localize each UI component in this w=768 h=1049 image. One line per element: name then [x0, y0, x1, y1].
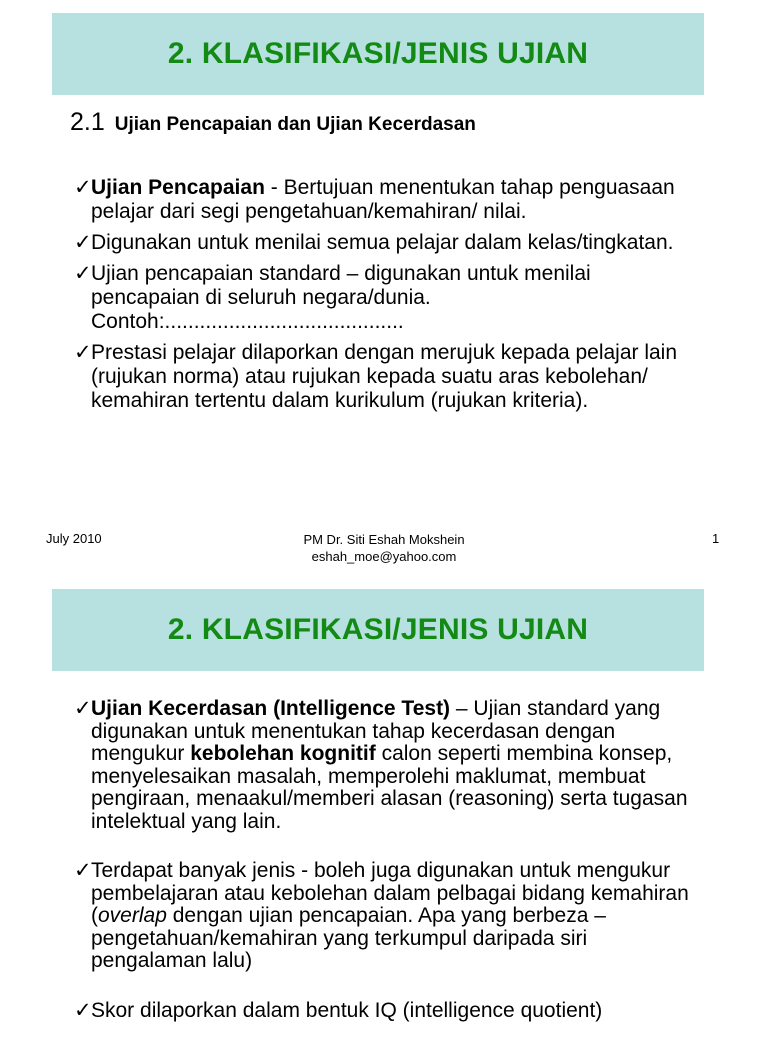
footer-author: PM Dr. Siti Eshah Mokshein: [303, 532, 465, 547]
list-item: [74, 231, 694, 255]
footer-date: July 2010: [46, 531, 102, 546]
bullet-text: - Bertujuan menentukan tahap penguasaan pelajar dari segi pengetahuan/kemahiran/ nilai.: [91, 176, 675, 223]
slide2-title: 2. KLASIFIKASI/JENIS UJIAN: [167, 613, 589, 646]
bullet-text: Terdapat banyak jenis - boleh juga digunakan untuk mengukur pembelajaran atau kebolehan dalam pelbagai bidang kemahiran (: [91, 859, 689, 927]
page-number: 1: [712, 531, 720, 546]
list-item: [74, 176, 694, 224]
list-item: [74, 1000, 704, 1023]
bullet-italic-term: overlap: [98, 904, 167, 927]
checkmark-icon: ✓: [74, 697, 92, 720]
bullet-text: Digunakan untuk menilai semua pelajar dalam kelas/tingkatan.: [91, 231, 674, 254]
list-item: [74, 341, 694, 413]
slide1-bullet-list: [74, 176, 694, 420]
list-item: [74, 860, 704, 973]
bullet-example: Contoh:.........................................: [91, 310, 404, 333]
slide2-title-band: [52, 589, 704, 671]
bullet-text: dengan ujian pencapaian. Apa yang berbeza – pengetahuan/kemahiran yang terkumpul daripada siri pengalaman lalu): [91, 904, 606, 972]
section-title: Ujian Pencapaian dan Ujian Kecerdasan: [114, 114, 476, 135]
slide1-title: 2. KLASIFIKASI/JENIS UJIAN: [167, 37, 589, 70]
bullet-bold-term: Ujian Pencapaian: [91, 176, 265, 199]
bullet-text: Prestasi pelajar dilaporkan dengan merujuk kepada pelajar lain (rujukan norma) atau rujukan kepada suatu aras kebolehan/ kemahiran tertentu dalam kurikulum (rujukan kriteria).: [91, 341, 678, 412]
section-heading: [70, 108, 476, 137]
bullet-text: – Ujian standard yang digunakan untuk menentukan tahap kecerdasan dengan mengukur: [91, 697, 661, 765]
checkmark-icon: ✓: [74, 231, 92, 254]
section-number: 2.1: [70, 108, 105, 136]
slide1-title-band: [52, 13, 704, 95]
checkmark-icon: ✓: [74, 859, 92, 882]
list-item: [74, 698, 704, 833]
bullet-bold-term: kebolehan kognitif: [190, 742, 376, 765]
checkmark-icon: ✓: [74, 998, 92, 1022]
bullet-text: Skor dilaporkan dalam bentuk IQ (intelligence quotient): [91, 998, 603, 1022]
checkmark-icon: ✓: [74, 341, 92, 364]
slide2-bullet-list: [74, 698, 704, 1049]
list-item: [74, 262, 694, 334]
bullet-bold-term: Ujian Kecerdasan (Intelligence Test): [91, 697, 451, 720]
checkmark-icon: ✓: [74, 176, 92, 199]
bullet-text: calon seperti membina konsep, menyelesaikan masalah, memperolehi maklumat, membuat pengiraan, menaakul/memberi alasan (reasoning) serta tugasan intelektual yang lain.: [91, 742, 688, 833]
footer-author-block: [234, 531, 534, 565]
bullet-text: Ujian pencapaian standard – digunakan untuk menilai pencapaian di seluruh negara/dunia.: [91, 262, 591, 309]
checkmark-icon: ✓: [74, 262, 92, 285]
footer-email: eshah_moe@yahoo.com: [311, 549, 457, 564]
